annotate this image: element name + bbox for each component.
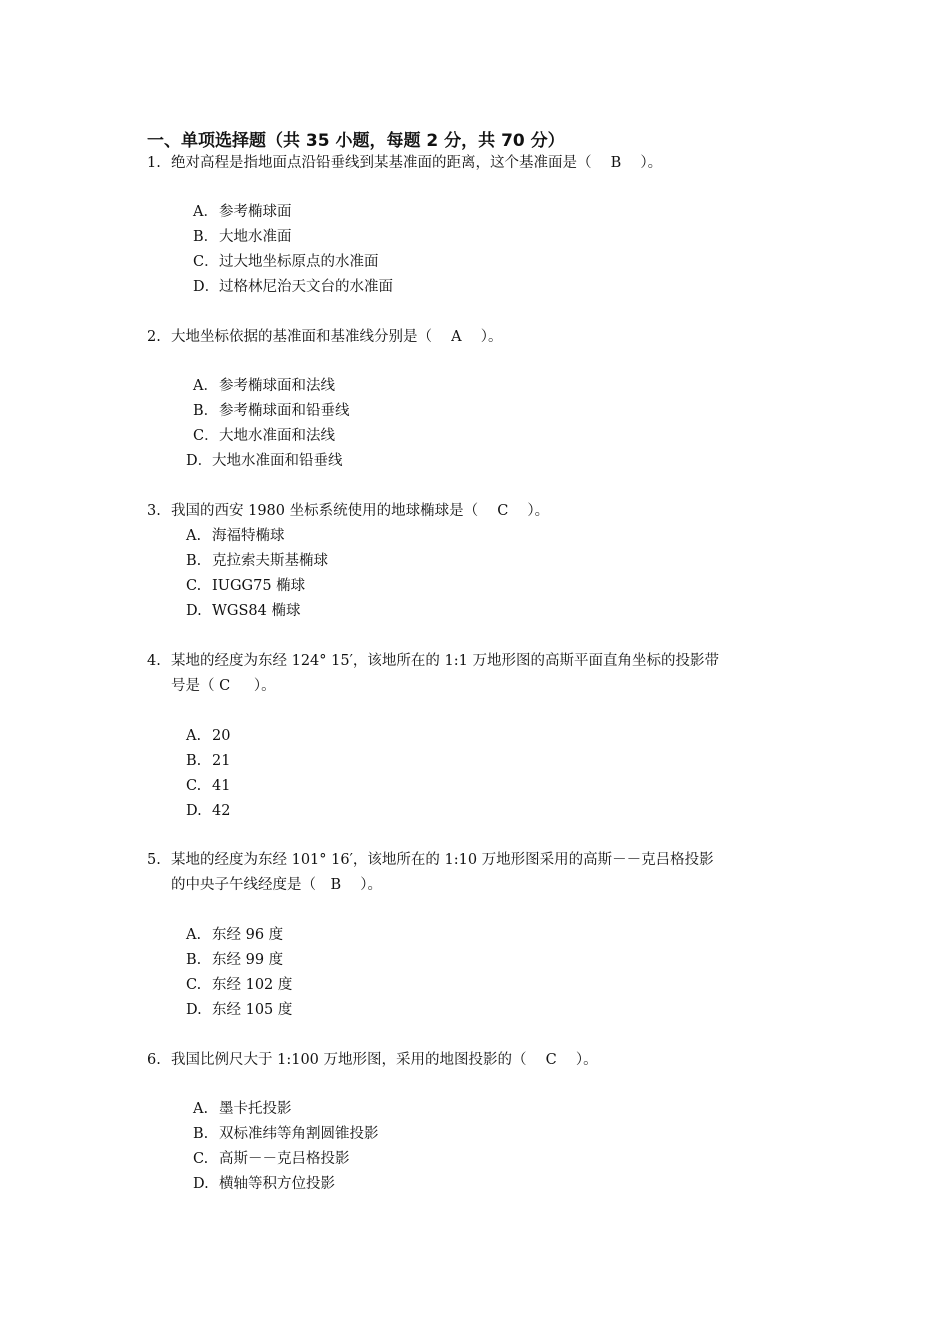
- option-item: [186, 976, 292, 994]
- question-4-stem: [147, 652, 719, 670]
- question-5-stem: [147, 851, 714, 869]
- option-text: 东经 96 度: [212, 927, 284, 943]
- question-3-stem: [147, 502, 549, 520]
- question-text-continued: 的中央子午线经度是（ B ）。: [171, 877, 383, 893]
- option-letter: B．: [193, 229, 219, 245]
- option-letter: A.: [186, 927, 202, 943]
- option-text: 20: [212, 728, 231, 744]
- option-letter: A.: [186, 728, 202, 744]
- option-item: [193, 278, 393, 296]
- option-text: 过格林尼治天文台的水准面: [219, 279, 393, 295]
- option-letter: C.: [193, 1151, 209, 1167]
- option-text: 大地水准面: [219, 229, 292, 245]
- question-1-stem: [147, 154, 662, 172]
- option-item: [186, 602, 300, 620]
- question-number: 6.: [147, 1052, 161, 1068]
- option-item: [193, 377, 335, 395]
- question-text: 某地的经度为东经 124° 15′，该地所在的 1:1 万地形图的高斯平面直角坐标的投影带: [171, 653, 719, 669]
- option-text: 高斯－－克吕格投影: [219, 1151, 350, 1167]
- question-number: 5.: [147, 852, 161, 868]
- option-item: [186, 951, 283, 969]
- option-text: 横轴等积方位投影: [219, 1176, 335, 1192]
- option-item: [193, 1125, 379, 1143]
- option-letter: B．: [193, 403, 219, 419]
- option-item: [193, 228, 292, 246]
- option-letter: A.: [186, 528, 202, 544]
- option-text: 大地水准面和铅垂线: [212, 453, 343, 469]
- option-item: [186, 1001, 292, 1019]
- option-text: 克拉索夫斯基椭球: [212, 553, 328, 569]
- option-letter: B.: [193, 1126, 209, 1142]
- question-text: 绝对高程是指地面点沿铅垂线到某基准面的距离，这个基准面是（ B ）。: [171, 155, 663, 171]
- option-letter: D.: [186, 803, 202, 819]
- option-text: 参考椭球面和法线: [219, 378, 335, 394]
- option-letter: C．: [193, 254, 219, 270]
- option-letter: B.: [186, 952, 202, 968]
- option-letter: D.: [186, 603, 202, 619]
- option-letter: B.: [186, 753, 202, 769]
- option-letter: D.: [186, 1002, 202, 1018]
- question-number: 3.: [147, 503, 161, 519]
- question-text-continued: 号是（ C ）。: [171, 678, 276, 694]
- question-number: 2.: [147, 329, 161, 345]
- option-text: 大地水准面和法线: [219, 428, 335, 444]
- option-text: IUGG75 椭球: [212, 578, 306, 594]
- question-2-stem: [147, 328, 502, 346]
- option-item: [193, 1150, 350, 1168]
- option-text: 墨卡托投影: [219, 1101, 292, 1117]
- question-6-stem: [147, 1051, 598, 1069]
- option-item: [186, 452, 343, 470]
- question-number: 4.: [147, 653, 161, 669]
- question-text: 大地坐标依据的基准面和基准线分别是（ A ）。: [171, 329, 503, 345]
- option-letter: D．: [186, 453, 213, 469]
- option-text: 东经 105 度: [212, 1002, 293, 1018]
- option-item: [193, 1175, 335, 1193]
- option-item: [193, 402, 350, 420]
- option-letter: A．: [193, 204, 218, 220]
- option-item: [186, 727, 230, 745]
- option-text: 东经 99 度: [212, 952, 284, 968]
- option-item: [193, 427, 335, 445]
- question-text: 我国比例尺大于 1:100 万地形图，采用的地图投影的（ C ）。: [171, 1052, 598, 1068]
- option-letter: B.: [186, 553, 202, 569]
- option-letter: C.: [186, 578, 202, 594]
- option-item: [186, 802, 230, 820]
- option-item: [193, 253, 379, 271]
- option-text: 42: [212, 803, 231, 819]
- question-number: 1.: [147, 155, 161, 171]
- section-title: 一、单项选择题（共 35 小题，每题 2 分，共 70 分）: [147, 131, 565, 151]
- option-text: 参考椭球面和铅垂线: [219, 403, 350, 419]
- option-text: 21: [212, 753, 231, 769]
- question-text: 我国的西安 1980 坐标系统使用的地球椭球是（ C ）。: [171, 503, 550, 519]
- option-letter: C．: [193, 428, 219, 444]
- option-text: 双标准纬等角割圆锥投影: [219, 1126, 379, 1142]
- option-text: 过大地坐标原点的水准面: [219, 254, 379, 270]
- option-text: 参考椭球面: [219, 204, 292, 220]
- option-item: [186, 777, 230, 795]
- option-text: 东经 102 度: [212, 977, 293, 993]
- option-letter: A．: [193, 378, 218, 394]
- option-letter: C.: [186, 977, 202, 993]
- option-text: 海福特椭球: [212, 528, 285, 544]
- option-letter: D．: [193, 279, 220, 295]
- option-item: [186, 552, 328, 570]
- option-item: [186, 527, 285, 545]
- question-text: 某地的经度为东经 101° 16′，该地所在的 1:10 万地形图采用的高斯－－克吕格投影: [171, 852, 714, 868]
- option-item: [193, 203, 292, 221]
- option-text: 41: [212, 778, 231, 794]
- option-item: [186, 926, 283, 944]
- option-letter: C.: [186, 778, 202, 794]
- option-item: [186, 577, 305, 595]
- option-letter: A.: [193, 1101, 209, 1117]
- option-text: WGS84 椭球: [212, 603, 301, 619]
- option-letter: D.: [193, 1176, 209, 1192]
- option-item: [193, 1100, 292, 1118]
- option-item: [186, 752, 230, 770]
